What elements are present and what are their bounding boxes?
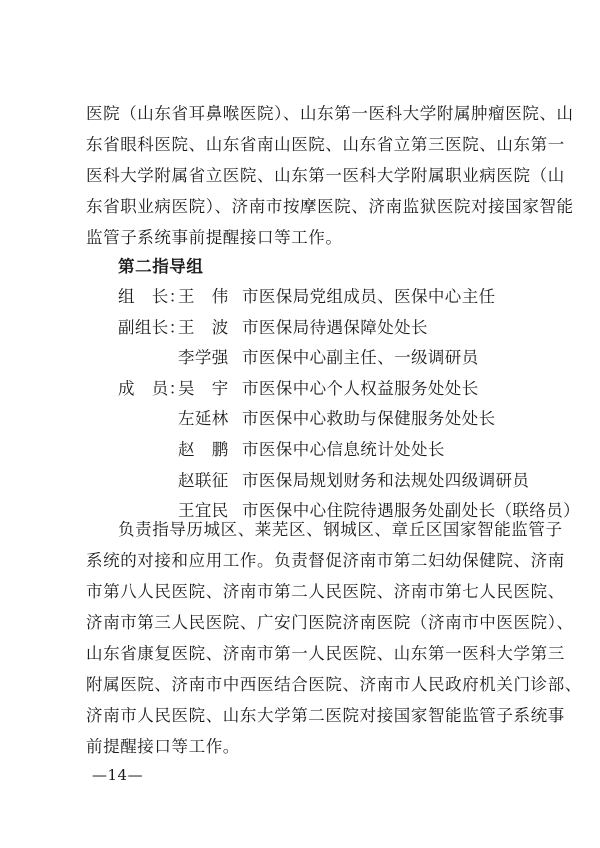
text-line: 市第八人民医院、济南市第二人民医院、济南市第七人民医院、 (86, 582, 565, 601)
member-duty: 市医保中心副主任、一级调研员 (242, 348, 479, 368)
member-row (0, 343, 600, 374)
text-line: 系统的对接和应用工作。负责督促济南市第二妇幼保健院、济南 (86, 551, 565, 570)
text-line: 前提醒接口等工作。 (86, 737, 240, 756)
member-role: 副组长： (118, 317, 186, 337)
member-name: 王 伟 (178, 287, 229, 306)
member-row (0, 374, 600, 405)
member-row (0, 466, 600, 497)
section-heading: 第二指导组 (118, 257, 204, 276)
paragraph-responsibilities (86, 514, 582, 762)
member-role: 成 员： (118, 378, 186, 398)
member-duty: 市医保局规划财务和法规处四级调研员 (242, 470, 530, 490)
member-row (0, 404, 600, 435)
member-name: 赵联征 (178, 470, 229, 490)
paragraph-hospital-list (86, 98, 574, 253)
member-list (0, 282, 600, 527)
text-line: 济南市人民医院、山东大学第二医院对接国家智能监管子系统事 (86, 706, 565, 725)
text-line: 济南市第三人民医院、广安门医院济南医院（济南市中医医院）、 (86, 613, 574, 632)
text-line: 附属医院、济南市中西医结合医院、济南市人民政府机关门诊部、 (86, 675, 582, 694)
member-name: 赵 鹏 (178, 439, 229, 459)
page-number: —14— (92, 766, 144, 784)
member-name: 李学强 (178, 348, 229, 368)
text-line: 医院（山东省耳鼻喉医院）、山东第一医科大学附属肿瘤医院、山 (86, 104, 574, 123)
member-duty: 市医保中心个人权益服务处处长 (242, 378, 479, 398)
text-line: 监管子系统事前提醒接口等工作。 (86, 228, 343, 247)
text-line: 医科大学附属省立医院、山东第一医科大学附属职业病医院（山 (86, 166, 565, 185)
text-line: 山东省康复医院、济南市第一人民医院、山东第一医科大学第三 (86, 644, 565, 663)
text-line: 东省职业病医院）、济南市按摩医院、济南监狱医院对接国家智能 (86, 197, 574, 216)
member-name: 王宜民 (178, 501, 229, 521)
member-name: 左延林 (178, 409, 229, 429)
member-role: 组 长： (118, 287, 186, 306)
text-line: 东省眼科医院、山东省南山医院、山东省立第三医院、山东第一 (86, 135, 565, 154)
member-name: 吴 宇 (178, 378, 229, 398)
member-row (0, 435, 600, 466)
text-line: 负责指导历城区、莱芜区、钢城区、章丘区国家智能监管子 (118, 520, 563, 539)
member-duty: 市医保局党组成员、医保中心主任 (242, 287, 496, 306)
member-duty: 市医保中心住院待遇服务处副处长（联络员） (242, 501, 580, 521)
member-row (0, 282, 600, 313)
member-duty: 市医保局待遇保障处处长 (242, 317, 428, 337)
member-duty: 市医保中心救助与保健服务处处长 (242, 409, 496, 429)
member-duty: 市医保中心信息统计处处长 (242, 439, 445, 459)
member-row (0, 313, 600, 344)
member-name: 王 波 (178, 317, 229, 337)
